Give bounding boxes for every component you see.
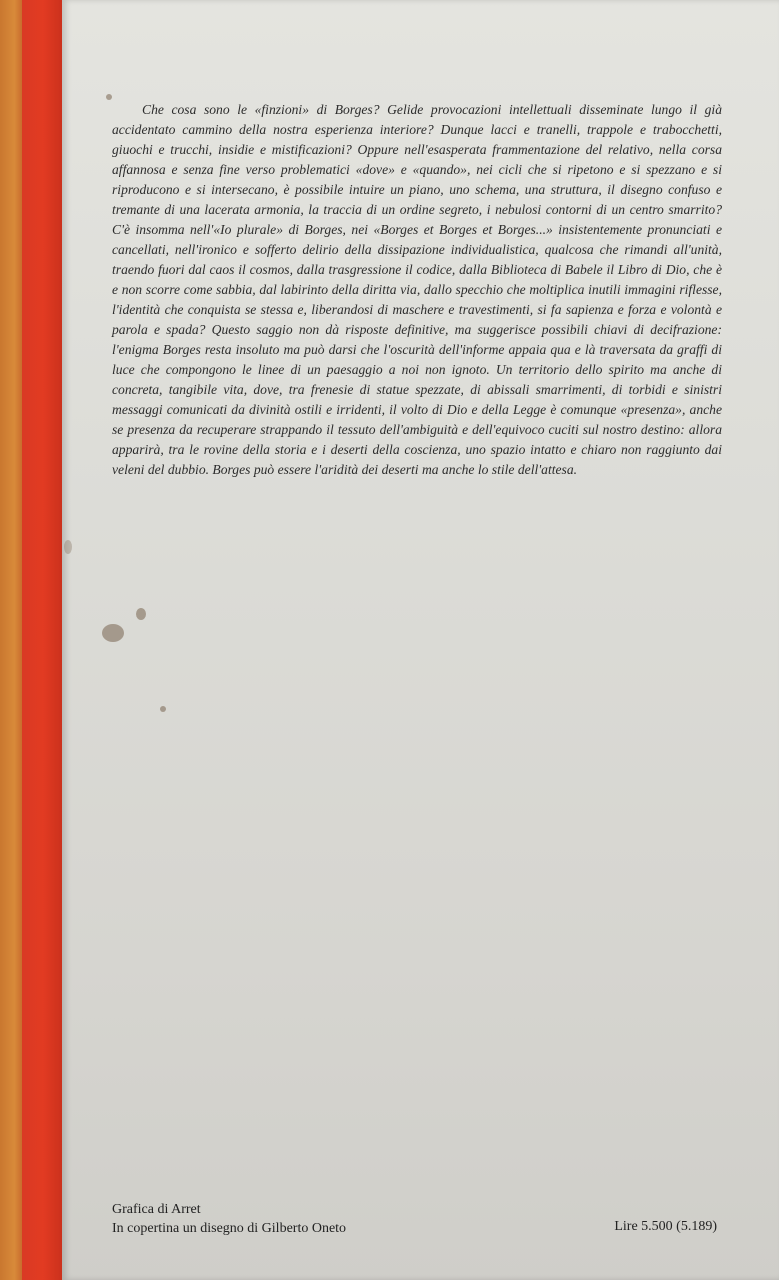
stain-mark <box>136 608 146 620</box>
back-cover-blurb: Che cosa sono le «finzioni» di Borges? Gelide provocazioni intellettuali disseminate lungo il già accidentato cammino della nostra esperienza interiore? Dunque lacci e tranelli, trappole e trabocchetti, giuochi e trucchi, insidie e mistificazioni? Oppure nell'esasperata frammentazione del relativo, nella corsa affannosa e senza fine verso problematici «dove» e «quando», nei cicli che si ripetono e si spezzano e si riproducono e si intersecano, è possibile intuire un piano, uno schema, una struttura, il disegno confuso e tremante di una lacerata armonia, la traccia di un ordine segreto, i nebulosi contorni di un centro smarrito? C'è insomma nell'«Io plurale» di Borges, nei «Borges et Borges et Borges...» insistentemente pronunciati e cancellati, nell'ironico e sofferto delirio della dissipazione individualistica, qualcosa che rimandi all'unità, traendo fuori dal caos il cosmos, dalla trasgressione il codice, dalla Biblioteca di Babele il Libro di Dio, che è e non scorre come sabbia, dal labirinto della diritta via, dallo specchio che moltiplica inutili immagini riflesse, l'identità che conquista se stessa e, liberandosi di maschere e travestimenti, si fa sapienza e forza e volontà e parola e spada? Questo saggio non dà risposte definitive, ma suggerisce possibili chiavi di decifrazione: l'enigma Borges resta insoluto ma può darsi che l'oscurità dell'informe appaia qua e là traversata da graffi di luce che compongono le linee di un paesaggio a noi non ignoto. Un territorio dello spirito ma anche di concreta, tangibile vita, dove, tra frenesie di statue spezzate, di abissali smarrimenti, di torbidi e sinistri messaggi comunicati da divinità ostili e irridenti, il volto di Dio e della Legge è comunque «presenza», anche se presenza da recuperare strappando il tessuto dell'ambiguità e dell'equivoco cuciti sul nostro destino: allora apparirà, tra le rovine della storia e i deserti della coscienza, uno spazio intatto e chiaro non raggiunto dai veleni del dubbio. Borges può essere l'aridità dei deserti ma anche lo stile dell'attesa. <box>112 102 722 477</box>
graphics-credit: Grafica di Arret <box>112 1202 201 1217</box>
credits <box>112 1200 346 1238</box>
price: Lire 5.500 (5.189) <box>614 1219 717 1234</box>
stain-mark <box>64 540 72 554</box>
stain-mark <box>102 624 124 642</box>
spine-red-stripe <box>22 0 64 1280</box>
spine-orange-stripe <box>0 0 24 1280</box>
stain-mark <box>160 706 166 712</box>
cover-art-credit: In copertina un disegno di Gilberto Oneto <box>112 1221 347 1236</box>
